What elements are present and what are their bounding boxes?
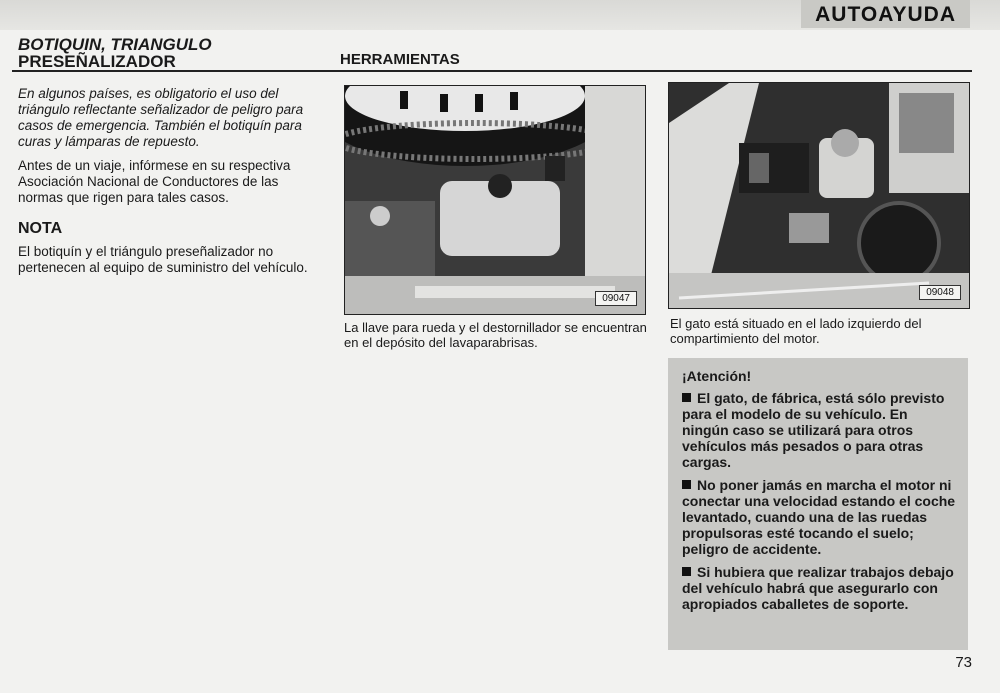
warning-box [668, 358, 968, 650]
note-text: El botiquín y el triángulo preseñalizador no pertenecen al equipo de suministro del vehículo. [18, 244, 308, 275]
bullet-square-icon [682, 567, 691, 576]
bullet-square-icon [682, 480, 691, 489]
warning-item-text: No poner jamás en marcha el motor ni conectar una velocidad estando el coche levantado, cuando una de las ruedas propulsoras esté tocando el suelo; peligro de accidente. [682, 477, 956, 557]
first-aid-section [18, 36, 323, 276]
first-aid-title-line1: BOTIQUIN, TRIANGULO [18, 35, 212, 54]
warning-item-text: Si hubiera que realizar trabajos debajo del vehículo habrá que asegurarlo con apropiados caballetes de soporte. [682, 564, 954, 612]
tools-photo [344, 85, 646, 315]
first-aid-paragraph-2: Antes de un viaje, infórmese en su respectiva Asociación Nacional de Conductores de las normas que rigen para tales casos. [18, 158, 291, 205]
warning-item [682, 390, 958, 470]
tools-title: HERRAMIENTAS [340, 51, 460, 68]
page-number: 73 [955, 654, 972, 671]
engine-bay-illustration-2 [669, 83, 969, 308]
warning-item [682, 477, 958, 557]
jack-photo [668, 82, 970, 309]
tools-photo-label: 09047 [595, 291, 637, 306]
tools-caption: La llave para rueda y el destornillador se encuentran en el depósito del lavaparabrisas. [344, 320, 647, 350]
first-aid-title-line2: PRESEÑALIZADOR [18, 52, 176, 71]
warning-title: ¡Atención! [682, 368, 752, 384]
bullet-square-icon [682, 393, 691, 402]
jack-photo-label: 09048 [919, 285, 961, 300]
engine-bay-illustration-1 [345, 86, 645, 314]
warning-item-text: El gato, de fábrica, está sólo previsto para el modelo de su vehículo. En ningún caso se utilizará para otros vehículos más pesados o para otras cargas. [682, 390, 945, 470]
jack-caption: El gato está situado en el lado izquierdo del compartimiento del motor. [670, 316, 922, 346]
first-aid-paragraph-1: En algunos países, es obligatorio el uso del triángulo reflectante señalizador de peligro para casos de emergencia. También el botiquín para curas y lámparas de repuesto. [18, 86, 304, 149]
note-heading: NOTA [18, 220, 63, 237]
section-tag: AUTOAYUDA [801, 0, 970, 28]
first-aid-title [18, 36, 323, 70]
warning-item [682, 564, 958, 612]
